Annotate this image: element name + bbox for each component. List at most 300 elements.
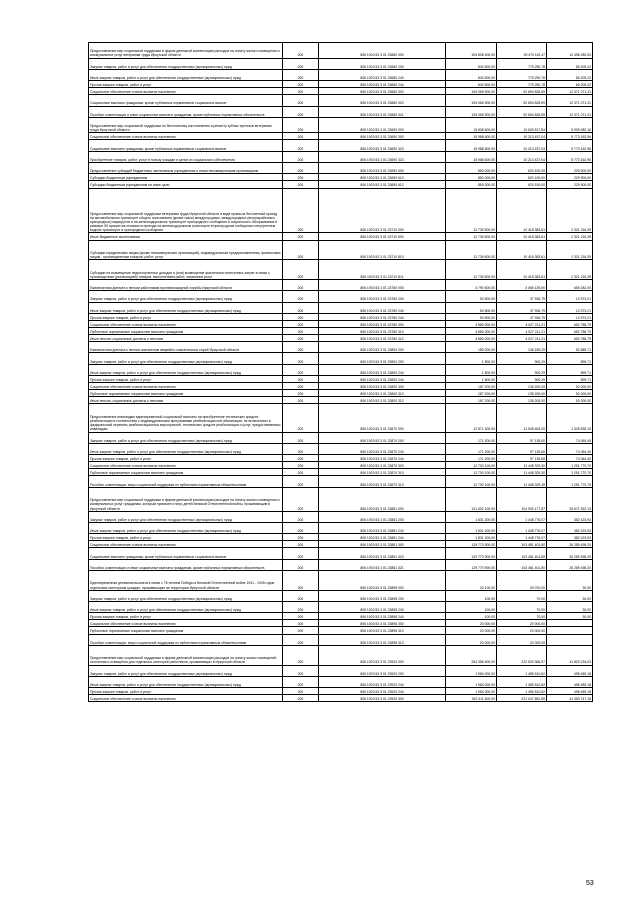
table-row [89, 390, 593, 397]
row-executed-cell: 10 418 383,61 [497, 240, 547, 260]
row-approved-cell: 50 500,00 [446, 291, 497, 302]
row-unexecuted-cell [547, 627, 593, 634]
row-executed-cell: 37 926,79 [497, 313, 547, 320]
row-executed-cell: 97 135,60 [497, 443, 547, 454]
row-name-cell: Предоставление мер социальной поддержки ветеранам труда Иркутской области в виде права на бесплатный проезд на автомобильном транспорте общего пользования (кроме такси) междугородных, междугородных (внутрирайонных, пригородных) маршрутов и на железнодорожном транспорте пригородного сообщения и социального обслуживания в размере 50 процентов стоимости проезда на железнодорожном транспорте в пригородном сообщении и внутреннем водном транспорте в пригородном сообщении [89, 188, 283, 233]
table-row [89, 676, 593, 687]
row-approved-cell: 129 770 900,00 [446, 541, 497, 548]
row-name-cell: Закупка товаров, работ и услуг для обеспечения государственных (муниципальных) нужд [89, 58, 283, 69]
row-executed-cell: 92 694 828,69 [497, 106, 547, 117]
row-name-cell: Пособия, компенсации и иные социальные выплаты гражданам, кроме публичных нормативных обязательств [89, 106, 283, 117]
table-row [89, 151, 593, 162]
row-unexecuted-cell: 52 889,71 [547, 342, 593, 353]
row-line-code-cell: 200 [283, 383, 319, 390]
row-executed-cell: 4 027 211,21 [497, 327, 547, 334]
row-name-cell: Предоставление инвалидам единовременной социальной выплаты на приобретение технических средств реабилитации в соответствии с индивидуальными программами реабилитации или абилитации, не включенных в федеральный перечень реабилитационных мероприятий, технических средств реабилитации и услуг, предоставляемых инвалидам [89, 404, 283, 432]
row-executed-cell: 97 135,60 [497, 432, 547, 443]
row-line-code-cell: 200 [283, 476, 319, 487]
row-unexecuted-cell: 652 788,79 [547, 335, 593, 342]
row-line-code-cell: 200 [283, 620, 319, 627]
row-approved-cell: 1 831 200,00 [446, 534, 497, 541]
table-row [89, 645, 593, 665]
row-approved-cell: 105 065 900,00 [446, 88, 497, 95]
table-row [89, 443, 593, 454]
table-row [89, 279, 593, 290]
row-executed-cell: 10 213 437,04 [497, 133, 547, 140]
row-line-code-cell: 200 [283, 590, 319, 601]
row-unexecuted-cell: 52 000,00 [547, 383, 593, 390]
row-unexecuted-cell: 1 251 770,70 [547, 469, 593, 476]
row-approved-cell: 105 065 900,00 [446, 106, 497, 117]
table-row [89, 487, 593, 511]
row-name-cell: Закупка товаров, работ и услуг для обеспечения государственных (муниципальных) нужд [89, 291, 283, 302]
row-budget-code-cell: 806 1003 53 3 01 23780 200 [319, 291, 446, 302]
table-row [89, 140, 593, 151]
table-row [89, 548, 593, 559]
row-line-code-cell: 200 [283, 163, 319, 174]
row-name-cell: Социальное обеспечение и иные выплаты населению [89, 88, 283, 95]
row-budget-code-cell: 806 1003 53 3 01 23870 310 [319, 469, 446, 476]
row-unexecuted-cell: 5 905 082,16 [547, 117, 593, 133]
row-approved-cell: 4 880 000,00 [446, 335, 497, 342]
row-approved-cell: 12 700 100,00 [446, 469, 497, 476]
row-unexecuted-cell: 2 321 216,39 [547, 188, 593, 233]
row-budget-code-cell: 806 1003 53 3 01 23680 240 [319, 69, 446, 80]
row-approved-cell: 840 500,00 [446, 69, 497, 80]
table-row [89, 313, 593, 320]
row-line-code-cell: 200 [283, 181, 319, 188]
table-row [89, 291, 593, 302]
row-line-code-cell: 200 [283, 487, 319, 511]
row-approved-cell: 1 984 000,00 [446, 676, 497, 687]
row-name-cell: Закупка товаров, работ и услуг для обеспечения государственных (муниципальных) нужд [89, 353, 283, 364]
row-budget-code-cell: 806 1003 53 3 01 23710 800 [319, 233, 446, 240]
row-executed-cell: 4 027 211,21 [497, 320, 547, 327]
table-row [89, 353, 593, 364]
row-approved-cell: 50 500,00 [446, 302, 497, 313]
row-name-cell: Предоставление мер социальной поддержки в форме денежной компенсации расходов на оплату жилого помещения и коммунальных услуг ветеранам труда Иркутской области [89, 43, 283, 59]
row-line-code-cell: 200 [283, 695, 319, 702]
row-name-cell: Предоставление мер социальной поддержки в форме денежной компенсации расходов на оплату жилых помещений, отопления и освещения для отдельных категорий работников, проживающих в Иркутской области [89, 645, 283, 665]
row-approved-cell: 1 800,00 [446, 364, 497, 375]
row-approved-cell: 171 200,00 [446, 432, 497, 443]
row-executed-cell: 4 027 211,21 [497, 335, 547, 342]
row-approved-cell: 850 000,00 [446, 181, 497, 188]
row-executed-cell: 37 926,79 [497, 302, 547, 313]
row-name-cell: Приобретение товаров, работ, услуг в пользу граждан в целях их социального обеспечения [89, 151, 283, 162]
row-unexecuted-cell: 498 489,18 [547, 688, 593, 695]
row-name-cell: Социальные выплаты гражданам, кроме публичных нормативных социальных выплат [89, 95, 283, 106]
row-executed-cell: 135 200,00 [497, 383, 547, 390]
row-name-cell: Ежемесячная доплата к пенсии работникам противопожарной службы Иркутской области [89, 279, 283, 290]
row-executed-cell: 11 448 329,30 [497, 476, 547, 487]
table-row [89, 534, 593, 541]
row-approved-cell: 12 739 600,00 [446, 188, 497, 233]
row-approved-cell: 187 200,00 [446, 383, 497, 390]
table-row [89, 188, 593, 233]
table-row [89, 174, 593, 181]
row-executed-cell: 620 100,00 [497, 163, 547, 174]
row-name-cell: Прочая закупка товаров, работ и услуг [89, 313, 283, 320]
row-name-cell: Пособия, компенсации, меры социальной поддержки по публичным нормативным обязательствам [89, 634, 283, 645]
row-unexecuted-cell: 12 573,21 [547, 291, 593, 302]
table-row [89, 302, 593, 313]
row-line-code-cell: 200 [283, 627, 319, 634]
row-unexecuted-cell: 382 423,93 [547, 511, 593, 522]
row-budget-code-cell: 806 1003 53 3 01 23920 200 [319, 665, 446, 676]
row-executed-cell: 900,29 [497, 376, 547, 383]
row-unexecuted-cell: 229 900,00 [547, 163, 593, 174]
row-budget-code-cell: 806 1003 53 3 01 23870 244 [319, 455, 446, 462]
row-unexecuted-cell: 1 325 835,10 [547, 404, 593, 432]
row-approved-cell: 1 800,00 [446, 353, 497, 364]
row-unexecuted-cell: 899,71 [547, 353, 593, 364]
table-row [89, 335, 593, 342]
row-budget-code-cell: 806 1003 53 3 01 23780 244 [319, 313, 446, 320]
row-approved-cell: 100,00 [446, 590, 497, 601]
row-unexecuted-cell: 26 289 498,20 [547, 548, 593, 559]
table-row [89, 695, 593, 702]
row-approved-cell: 4 880 000,00 [446, 327, 497, 334]
row-executed-cell: 11 448 329,30 [497, 469, 547, 476]
table-row [89, 462, 593, 469]
row-unexecuted-cell: 65 209,22 [547, 81, 593, 88]
table-row [89, 634, 593, 645]
row-budget-code-cell: 806 1003 53 3 01 23881 321 [319, 559, 446, 570]
row-line-code-cell: 200 [283, 106, 319, 117]
table-row [89, 559, 593, 570]
row-budget-code-cell: 806 1003 53 3 01 23780 312 [319, 335, 446, 342]
table-row [89, 688, 593, 695]
row-unexecuted-cell: 382 423,93 [547, 522, 593, 533]
row-approved-cell: 171 200,00 [446, 443, 497, 454]
row-budget-code-cell: 806 1003 53 3 01 23881 244 [319, 534, 446, 541]
row-name-cell: Публичные нормативные социальные выплаты гражданам [89, 627, 283, 634]
row-executed-cell: 775 290,78 [497, 58, 547, 69]
row-budget-code-cell: 806 1003 53 3 01 23920 300 [319, 695, 446, 702]
row-executed-cell: 900,29 [497, 353, 547, 364]
row-name-cell: Социальное обеспечение и иные выплаты населению [89, 320, 283, 327]
row-budget-code-cell: 806 1003 53 3 01 23881 000 [319, 487, 446, 511]
row-budget-code-cell: 806 1003 53 3 01 23690 000 [319, 117, 446, 133]
table-row [89, 133, 593, 140]
table-row [89, 432, 593, 443]
row-line-code-cell: 200 [283, 58, 319, 69]
row-budget-code-cell: 806 1003 53 3 01 23881 320 [319, 548, 446, 559]
row-line-code-cell: 200 [283, 151, 319, 162]
row-executed-cell: 103 481 401,80 [497, 559, 547, 570]
row-executed-cell: 900,29 [497, 364, 547, 375]
row-line-code-cell: 200 [283, 327, 319, 334]
row-executed-cell: 620 100,00 [497, 174, 547, 181]
row-line-code-cell: 200 [283, 335, 319, 342]
table-row [89, 455, 593, 462]
row-executed-cell: 221 047 852,85 [497, 695, 547, 702]
table-row [89, 570, 593, 590]
row-executed-cell: 20 000,00 [497, 634, 547, 645]
row-unexecuted-cell: 229 900,00 [547, 174, 593, 181]
table-row [89, 397, 593, 404]
row-line-code-cell: 200 [283, 432, 319, 443]
row-budget-code-cell: 806 1003 53 3 01 23920 244 [319, 688, 446, 695]
row-budget-code-cell: 806 1003 53 3 01 23780 300 [319, 320, 446, 327]
row-line-code-cell: 200 [283, 43, 319, 59]
row-line-code-cell: 200 [283, 364, 319, 375]
row-unexecuted-cell: 12 371 071,31 [547, 106, 593, 117]
table-row [89, 181, 593, 188]
row-unexecuted-cell: 74 064,40 [547, 432, 593, 443]
row-name-cell: Субсидии бюджетным учреждениям [89, 174, 283, 181]
row-line-code-cell: 200 [283, 455, 319, 462]
row-approved-cell: 4 880 000,00 [446, 320, 497, 327]
table-row [89, 88, 593, 95]
row-approved-cell: 129 770 900,00 [446, 559, 497, 570]
row-unexecuted-cell: 899,71 [547, 376, 593, 383]
row-name-cell: Единовременная денежная выплата в связи с 75-летием Победы в Великой Отечественной войне 1941 - 1945 годов отдельным категориям граждан, проживающим на территории Иркутской области [89, 570, 283, 590]
row-budget-code-cell: 806 1003 53 3 01 23870 000 [319, 404, 446, 432]
row-approved-cell: 1 800,00 [446, 376, 497, 383]
row-name-cell: Социальное обеспечение и иные выплаты населению [89, 695, 283, 702]
row-approved-cell: 15 988 600,00 [446, 140, 497, 151]
row-name-cell: Социальное обеспечение и иные выплаты населению [89, 383, 283, 390]
table-row [89, 327, 593, 334]
row-line-code-cell: 200 [283, 688, 319, 695]
row-approved-cell: 15 988 600,00 [446, 133, 497, 140]
row-executed-cell: 11 545 464,00 [497, 404, 547, 432]
row-name-cell: Прочая закупка товаров, работ и услуг [89, 376, 283, 383]
row-line-code-cell: 200 [283, 260, 319, 280]
row-approved-cell: 20 000,00 [446, 620, 497, 627]
row-executed-cell: 1 448 776,07 [497, 522, 547, 533]
row-unexecuted-cell: 30,00 [547, 590, 593, 601]
row-line-code-cell: 200 [283, 634, 319, 645]
row-unexecuted-cell: 2 321 216,39 [547, 240, 593, 260]
row-budget-code-cell: 806 1003 53 3 01 23800 244 [319, 376, 446, 383]
row-line-code-cell: 200 [283, 443, 319, 454]
row-approved-cell: 12 739 600,00 [446, 233, 497, 240]
row-line-code-cell: 200 [283, 397, 319, 404]
row-name-cell: Социальные выплаты гражданам, кроме публичных нормативных социальных выплат [89, 140, 283, 151]
row-line-code-cell: 200 [283, 353, 319, 364]
row-line-code-cell: 200 [283, 601, 319, 612]
row-executed-cell: 10 213 437,04 [497, 151, 547, 162]
row-line-code-cell: 200 [283, 469, 319, 476]
row-name-cell: Закупка товаров, работ и услуг для обеспечения государственных (муниципальных) нужд [89, 511, 283, 522]
row-approved-cell: 100,00 [446, 601, 497, 612]
row-name-cell: Прочая закупка товаров, работ и услуг [89, 534, 283, 541]
row-unexecuted-cell: 41 823 234,03 [547, 645, 593, 665]
table-row [89, 106, 593, 117]
row-executed-cell: 70,00 [497, 601, 547, 612]
row-name-cell: Прочая закупка товаров, работ и услуг [89, 613, 283, 620]
row-unexecuted-cell: 1 251 770,70 [547, 462, 593, 469]
budget-report-sheet [88, 42, 592, 702]
row-name-cell: Социальное обеспечение и иные выплаты населению [89, 620, 283, 627]
row-executed-cell: 620 100,00 [497, 181, 547, 188]
row-name-cell: Иные закупки товаров, работ и услуг для обеспечения государственных (муниципальных) нужд [89, 302, 283, 313]
row-unexecuted-cell: 52 000,00 [547, 397, 593, 404]
row-budget-code-cell: 806 1003 53 3 01 23881 200 [319, 511, 446, 522]
row-executed-cell: 20 000,00 [497, 620, 547, 627]
row-executed-cell: 135 200,00 [497, 390, 547, 397]
row-unexecuted-cell: 2 321 216,39 [547, 260, 593, 280]
row-budget-code-cell: 806 1003 53 3 01 23800 310 [319, 390, 446, 397]
row-unexecuted-cell [547, 634, 593, 645]
page-number: 53 [586, 880, 594, 887]
row-line-code-cell: 200 [283, 559, 319, 570]
row-budget-code-cell: 806 1003 53 3 01 23690 320 [319, 140, 446, 151]
row-executed-cell: 135 200,00 [497, 397, 547, 404]
row-approved-cell: 1 984 000,00 [446, 665, 497, 676]
row-executed-cell: 1 485 510,82 [497, 676, 547, 687]
row-name-cell: Социальные выплаты гражданам, кроме публичных нормативных социальных выплат [89, 548, 283, 559]
row-name-cell: Социальное обеспечение и иные выплаты населению [89, 541, 283, 548]
row-unexecuted-cell: 41 363 747,15 [547, 695, 593, 702]
table-row [89, 81, 593, 88]
row-unexecuted-cell: 652 788,79 [547, 327, 593, 334]
row-unexecuted-cell: 12 371 071,31 [547, 88, 593, 95]
row-name-cell: Публичные нормативные социальные выплаты гражданам [89, 469, 283, 476]
row-budget-code-cell: 806 1003 53 3 01 23898 310 [319, 627, 446, 634]
row-executed-cell: 10 633 517,84 [497, 117, 547, 133]
row-approved-cell: 1 831 200,00 [446, 511, 497, 522]
table-row [89, 541, 593, 548]
row-name-cell: Публичные нормативные социальные выплаты гражданам [89, 327, 283, 334]
row-approved-cell: 262 411 600,00 [446, 695, 497, 702]
row-approved-cell: 840 500,00 [446, 81, 497, 88]
row-name-cell: Субсидии на возмещение недополученных доходов и (или) возмещение фактически понесенных затрат в связи с производством (реализацией) товаров, выполнением работ, оказанием услуг [89, 260, 283, 280]
row-line-code-cell: 200 [283, 140, 319, 151]
row-budget-code-cell: 806 1003 53 3 01 23780 310 [319, 327, 446, 334]
table-row [89, 476, 593, 487]
row-approved-cell: 264 356 600,00 [446, 645, 497, 665]
budget-table-body [89, 43, 593, 702]
row-executed-cell: 10 418 383,61 [497, 188, 547, 233]
row-budget-code-cell: 806 1003 53 3 01 23680 300 [319, 88, 446, 95]
row-unexecuted-cell: 12 573,21 [547, 302, 593, 313]
row-budget-code-cell: 806 1003 53 3 01 23680 244 [319, 81, 446, 88]
row-budget-code-cell: 806 1003 53 3 01 23898 300 [319, 620, 446, 627]
row-approved-cell: 105 065 900,00 [446, 95, 497, 106]
row-name-cell: Пособия, компенсации и иные социальные выплаты гражданам, кроме публичных нормативных обязательств [89, 559, 283, 570]
row-budget-code-cell: 806 1003 53 3 01 23800 312 [319, 397, 446, 404]
table-row [89, 364, 593, 375]
row-budget-code-cell: 806 1003 53 3 01 23710 000 [319, 188, 446, 233]
row-unexecuted-cell: 65 209,22 [547, 69, 593, 80]
row-budget-code-cell: 806 1003 53 3 01 23680 320 [319, 95, 446, 106]
row-unexecuted-cell: 52 000,00 [547, 390, 593, 397]
row-budget-code-cell: 806 1003 53 3 01 23710 810 [319, 240, 446, 260]
table-row [89, 69, 593, 80]
table-row [89, 376, 593, 383]
row-budget-code-cell: 806 1003 53 3 01 23680 200 [319, 58, 446, 69]
table-row [89, 163, 593, 174]
row-approved-cell: 850 000,00 [446, 174, 497, 181]
row-line-code-cell: 200 [283, 174, 319, 181]
row-approved-cell: 850 000,00 [446, 163, 497, 174]
row-approved-cell: 50 500,00 [446, 313, 497, 320]
row-unexecuted-cell: 498 489,18 [547, 665, 593, 676]
row-approved-cell: 12 739 600,00 [446, 240, 497, 260]
row-name-cell: Иные пенсии, социальные доплаты к пенсиям [89, 397, 283, 404]
row-budget-code-cell: 806 1003 53 3 01 23780 000 [319, 279, 446, 290]
table-row [89, 117, 593, 133]
row-executed-cell: 1 485 510,82 [497, 665, 547, 676]
row-unexecuted-cell: 30,00 [547, 613, 593, 620]
row-budget-code-cell: 806 1003 53 3 01 23881 240 [319, 522, 446, 533]
row-approved-cell: 12 739 600,00 [446, 260, 497, 280]
row-name-cell: Прочая закупка товаров, работ и услуг [89, 81, 283, 88]
row-executed-cell: 20 070,00 [497, 570, 547, 590]
row-unexecuted-cell: 12 371 071,31 [547, 95, 593, 106]
row-executed-cell: 222 533 365,97 [497, 645, 547, 665]
row-approved-cell: 1 984 000,00 [446, 688, 497, 695]
row-budget-code-cell: 806 1003 53 3 01 23870 240 [319, 443, 446, 454]
row-executed-cell: 10 418 383,61 [497, 260, 547, 280]
row-approved-cell: 131 602 100,00 [446, 487, 497, 511]
row-budget-code-cell: 806 1003 53 3 01 23870 300 [319, 462, 446, 469]
row-unexecuted-cell: 1 251 770,70 [547, 476, 593, 487]
table-row [89, 404, 593, 432]
row-name-cell: Предоставление субсидий бюджетным, автономным учреждениям и иным некоммерческим организациям [89, 163, 283, 174]
row-line-code-cell: 200 [283, 645, 319, 665]
row-unexecuted-cell: 12 573,21 [547, 313, 593, 320]
row-unexecuted-cell: 12 498 280,53 [547, 43, 593, 59]
row-executed-cell: 20 000,00 [497, 627, 547, 634]
row-name-cell: Прочая закупка товаров, работ и услуг [89, 455, 283, 462]
row-name-cell: Предоставление мер социальной поддержки в форме денежной компенсации расходов на оплату жилого помещения и коммунальных услуг гражданам, которым присвоен статус детей Великой Отечественной войны, проживающим в Иркутской области [89, 487, 283, 511]
row-executed-cell: 70,00 [497, 613, 547, 620]
row-executed-cell: 92 694 828,69 [497, 95, 547, 106]
row-executed-cell: 97 135,60 [497, 455, 547, 462]
row-budget-code-cell: 806 1003 53 3 01 23898 200 [319, 590, 446, 601]
table-row [89, 260, 593, 280]
row-line-code-cell: 200 [283, 95, 319, 106]
row-budget-code-cell: 806 1003 53 3 01 23898 313 [319, 634, 446, 645]
row-name-cell: Закупка товаров, работ и услуг для обеспечения государственных (муниципальных) нужд [89, 432, 283, 443]
row-unexecuted-cell: 30,00 [547, 601, 593, 612]
row-line-code-cell: 200 [283, 313, 319, 320]
row-unexecuted-cell: 665 282,00 [547, 279, 593, 290]
row-budget-code-cell: 806 1003 53 3 01 23920 240 [319, 676, 446, 687]
row-approved-cell: 840 500,00 [446, 58, 497, 69]
row-line-code-cell: 200 [283, 570, 319, 590]
table-row [89, 665, 593, 676]
row-budget-code-cell: 806 1003 53 3 01 23690 323 [319, 151, 446, 162]
row-line-code-cell: 200 [283, 291, 319, 302]
table-row [89, 613, 593, 620]
row-line-code-cell: 200 [283, 233, 319, 240]
row-budget-code-cell: 806 1003 53 3 01 23710 811 [319, 260, 446, 280]
table-row [89, 95, 593, 106]
row-approved-cell: 189 000,00 [446, 342, 497, 353]
row-executed-cell: 70,00 [497, 590, 547, 601]
row-name-cell: Иные закупки товаров, работ и услуг для обеспечения государственных (муниципальных) нужд [89, 601, 283, 612]
row-executed-cell: 1 448 776,07 [497, 534, 547, 541]
row-budget-code-cell: 806 1003 53 3 01 23690 612 [319, 181, 446, 188]
row-budget-code-cell: 806 1003 53 3 01 23898 000 [319, 570, 446, 590]
row-budget-code-cell: 806 1003 53 3 01 23800 200 [319, 353, 446, 364]
row-line-code-cell: 200 [283, 390, 319, 397]
row-approved-cell: 171 200,00 [446, 455, 497, 462]
row-unexecuted-cell: 74 064,40 [547, 455, 593, 462]
row-budget-code-cell: 806 1003 53 3 01 23898 244 [319, 613, 446, 620]
row-unexecuted-cell: 65 209,22 [547, 58, 593, 69]
row-budget-code-cell: 806 1003 53 3 01 23680 321 [319, 106, 446, 117]
row-executed-cell: 11 448 329,30 [497, 462, 547, 469]
row-line-code-cell: 200 [283, 133, 319, 140]
row-approved-cell: 12 871 300,00 [446, 404, 497, 432]
